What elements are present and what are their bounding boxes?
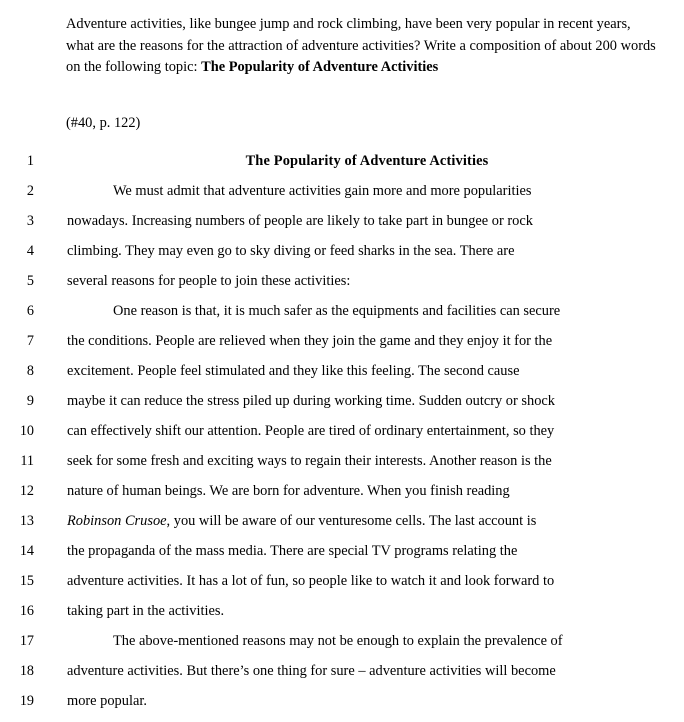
essay-line-row — [0, 416, 684, 446]
essay-title: The Popularity of Adventure Activities — [245, 153, 489, 169]
line-text: The above-mentioned reasons may not be enough to explain the prevalence of — [113, 633, 563, 649]
line-text: taking part in the activities. — [67, 603, 225, 619]
essay-line-row — [0, 356, 684, 386]
line-text: more popular. — [67, 693, 147, 709]
reference-citation: (#40, p. 122) — [66, 115, 141, 131]
line-text: the propaganda of the mass media. There are special TV programs relating the — [67, 543, 518, 559]
line-text: excitement. People feel stimulated and they like this feeling. The second cause — [67, 363, 520, 379]
essay-line-row — [0, 296, 684, 326]
essay-line-row — [0, 266, 684, 296]
line-number: 4 — [26, 243, 34, 259]
line-text: seek for some fresh and exciting ways to regain their interests. Another reason is the — [67, 453, 552, 469]
essay-line-row — [0, 146, 684, 176]
essay-body — [0, 146, 684, 716]
line-number: 14 — [19, 543, 34, 559]
line-number: 12 — [19, 483, 34, 499]
line-text: climbing. They may even go to sky diving or feed sharks in the sea. There are — [67, 243, 515, 259]
line-text — [0, 146, 684, 176]
line-number: 10 — [19, 423, 34, 439]
essay-line-row — [0, 206, 684, 236]
line-number: 7 — [26, 333, 34, 349]
essay-line-row — [0, 596, 684, 626]
essay-line-row — [0, 176, 684, 206]
line-text: maybe it can reduce the stress piled up during working time. Sudden outcry or shock — [67, 393, 555, 409]
essay-line-row — [0, 386, 684, 416]
line-number: 11 — [20, 453, 34, 469]
line-number: 15 — [19, 573, 34, 589]
line-number: 16 — [19, 603, 34, 619]
line-number: 5 — [26, 273, 34, 289]
line-text: nature of human beings. We are born for adventure. When you finish reading — [67, 483, 510, 499]
line-number: 6 — [26, 303, 34, 319]
line-number: 13 — [19, 513, 34, 529]
essay-line-row — [0, 626, 684, 656]
essay-line-row — [0, 686, 684, 716]
line-text: the conditions. People are relieved when they join the game and they enjoy it for the — [67, 333, 553, 349]
line-text: can effectively shift our attention. People are tired of ordinary entertainment, so they — [67, 423, 555, 439]
line-number: 17 — [19, 633, 34, 649]
line-text: adventure activities. But there’s one thing for sure – adventure activities will become — [67, 663, 556, 679]
essay-prompt-topic: The Popularity of Adventure Activities — [201, 59, 439, 75]
line-text-rest: , you will be aware of our venturesome cells. The last account is — [166, 513, 537, 529]
essay-line-row — [0, 566, 684, 596]
essay-prompt-body: Adventure activities, like bungee jump and rock climbing, have been very popular in recent years, what are the reasons for the attraction of adventure activities? Write a composition of about 200 words on the following topic: — [66, 16, 656, 75]
essay-line-row — [0, 476, 684, 506]
line-number: 2 — [26, 183, 34, 199]
line-number: 1 — [26, 153, 34, 169]
essay-line-row — [0, 326, 684, 356]
line-text: adventure activities. It has a lot of fun, so people like to watch it and look forward to — [67, 573, 555, 589]
essay-line-row — [0, 656, 684, 686]
essay-line-row — [0, 536, 684, 566]
line-number: 8 — [26, 363, 34, 379]
essay-line-row — [0, 506, 684, 536]
essay-line-row — [0, 446, 684, 476]
line-text: One reason is that, it is much safer as the equipments and facilities can secure — [113, 303, 561, 319]
line-text: We must admit that adventure activities gain more and more popularities — [113, 183, 532, 199]
essay-prompt — [66, 14, 660, 79]
essay-line-row — [0, 236, 684, 266]
line-number: 9 — [26, 393, 34, 409]
line-text — [67, 506, 536, 536]
book-title-italic: Robinson Crusoe — [67, 513, 167, 529]
line-text: nowadays. Increasing numbers of people are likely to take part in bungee or rock — [67, 213, 533, 229]
line-number: 3 — [26, 213, 34, 229]
line-number: 19 — [19, 693, 34, 709]
line-number: 18 — [19, 663, 34, 679]
line-text: several reasons for people to join these activities: — [67, 273, 351, 289]
